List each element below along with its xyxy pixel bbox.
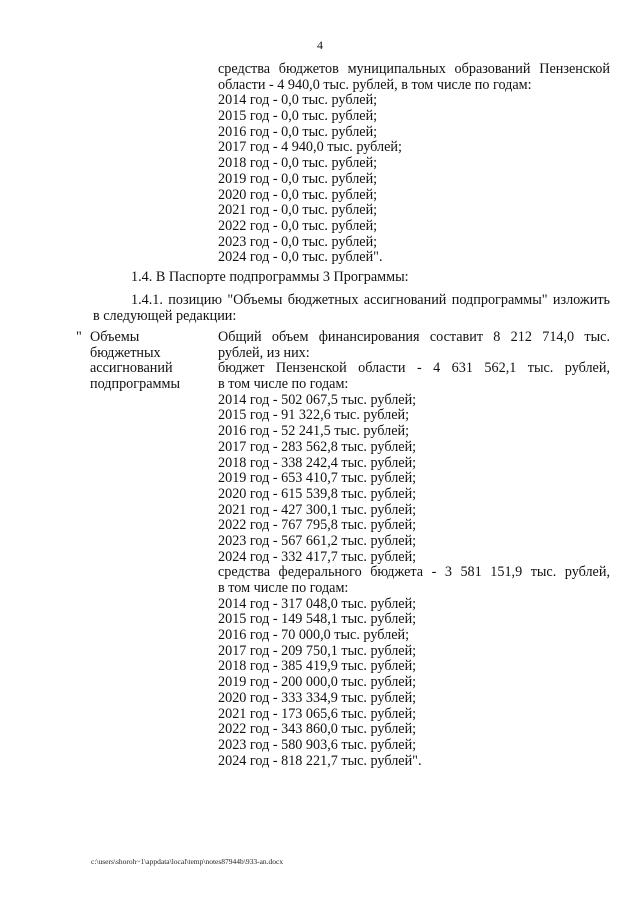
- row-value: [218, 330, 610, 769]
- label-line: Объемы: [90, 329, 140, 345]
- label-line: ассигнований: [90, 360, 173, 377]
- label-line: бюджетных: [90, 344, 161, 361]
- text-line: 2014 год - 0,0 тыс. рублей;: [218, 92, 378, 109]
- text-line: 2018 год - 0,0 тыс. рублей;: [218, 155, 378, 172]
- page-number: 4: [317, 38, 323, 52]
- value-line: 2017 год - 209 750,1 тыс. рублей;: [218, 642, 417, 659]
- text-line: области - 4 940,0 тыс. рублей, в том числе по годам:: [218, 76, 532, 93]
- text-line: 2019 год - 0,0 тыс. рублей;: [218, 170, 378, 187]
- value-line: 2024 год - 818 221,7 тыс. рублей".: [218, 752, 422, 769]
- value-line: 2016 год - 52 241,5 тыс. рублей;: [218, 423, 410, 440]
- value-line: рублей, из них:: [218, 344, 310, 361]
- row-label: [90, 330, 208, 393]
- value-line: 2017 год - 283 562,8 тыс. рублей;: [218, 438, 417, 455]
- value-line: 2022 год - 343 860,0 тыс. рублей;: [218, 721, 417, 738]
- value-line: 2024 год - 332 417,7 тыс. рублей;: [218, 548, 417, 565]
- paragraph-line: 1.4.1. позицию "Объемы бюджетных ассигнований подпрограммы" изложить: [131, 292, 610, 308]
- value-line: 2020 год - 615 539,8 тыс. рублей;: [218, 485, 417, 502]
- value-line: средства федерального бюджета - 3 581 151,9 тыс. рублей,: [218, 564, 610, 581]
- value-line: 2021 год - 427 300,1 тыс. рублей;: [218, 501, 417, 518]
- section-heading-1-4: [131, 270, 610, 286]
- text-line: 2022 год - 0,0 тыс. рублей;: [218, 217, 378, 234]
- section-text: 1.4. В Паспорте подпрограммы 3 Программы:: [131, 269, 409, 285]
- opening-quote: ": [76, 329, 82, 345]
- file-path-footer: c:\users\shoroh~1\appdata\local\temp\notes87944b\933-an.docx: [91, 857, 284, 866]
- value-line: 2021 год - 173 065,6 тыс. рублей;: [218, 705, 417, 722]
- text-line: 2015 год - 0,0 тыс. рублей;: [218, 108, 378, 125]
- value-line: в том числе по годам:: [218, 580, 349, 596]
- value-line: 2018 год - 385 419,9 тыс. рублей;: [218, 658, 417, 675]
- value-line: 2014 год - 502 067,5 тыс. рублей;: [218, 391, 417, 408]
- value-line: 2015 год - 149 548,1 тыс. рублей;: [218, 611, 417, 628]
- text-line: 2020 год - 0,0 тыс. рублей;: [218, 186, 378, 203]
- value-line: 2018 год - 338 242,4 тыс. рублей;: [218, 454, 417, 471]
- funding-continuation-block: [218, 62, 610, 266]
- section-paragraph-1-4-1: [93, 293, 610, 324]
- value-line: 2015 год - 91 322,6 тыс. рублей;: [218, 407, 410, 424]
- value-line: 2019 год - 200 000,0 тыс. рублей;: [218, 674, 417, 691]
- value-line: 2016 год - 70 000,0 тыс. рублей;: [218, 627, 410, 644]
- value-line: 2019 год - 653 410,7 тыс. рублей;: [218, 470, 417, 487]
- text-line: 2016 год - 0,0 тыс. рублей;: [218, 123, 378, 140]
- text-line: 2021 год - 0,0 тыс. рублей;: [218, 202, 378, 219]
- value-line: Общий объем финансирования составит 8 212 714,0 тыс.: [218, 329, 610, 345]
- paragraph-line: в следующей редакции:: [93, 307, 237, 324]
- value-line: 2023 год - 580 903,6 тыс. рублей;: [218, 736, 417, 753]
- value-line: 2020 год - 333 334,9 тыс. рублей;: [218, 689, 417, 706]
- value-line: бюджет Пензенской области - 4 631 562,1 тыс. рублей,: [218, 360, 610, 377]
- value-line: 2023 год - 567 661,2 тыс. рублей;: [218, 532, 417, 549]
- value-line: в том числе по годам:: [218, 376, 349, 393]
- value-line: 2022 год - 767 795,8 тыс. рублей;: [218, 517, 417, 534]
- text-line: 2024 год - 0,0 тыс. рублей".: [218, 249, 383, 266]
- text-line: средства бюджетов муниципальных образований Пензенской: [218, 61, 610, 77]
- text-line: 2017 год - 4 940,0 тыс. рублей;: [218, 139, 402, 156]
- label-line: подпрограммы: [90, 376, 180, 393]
- value-line: 2014 год - 317 048,0 тыс. рублей;: [218, 595, 417, 612]
- text-line: 2023 год - 0,0 тыс. рублей;: [218, 233, 378, 250]
